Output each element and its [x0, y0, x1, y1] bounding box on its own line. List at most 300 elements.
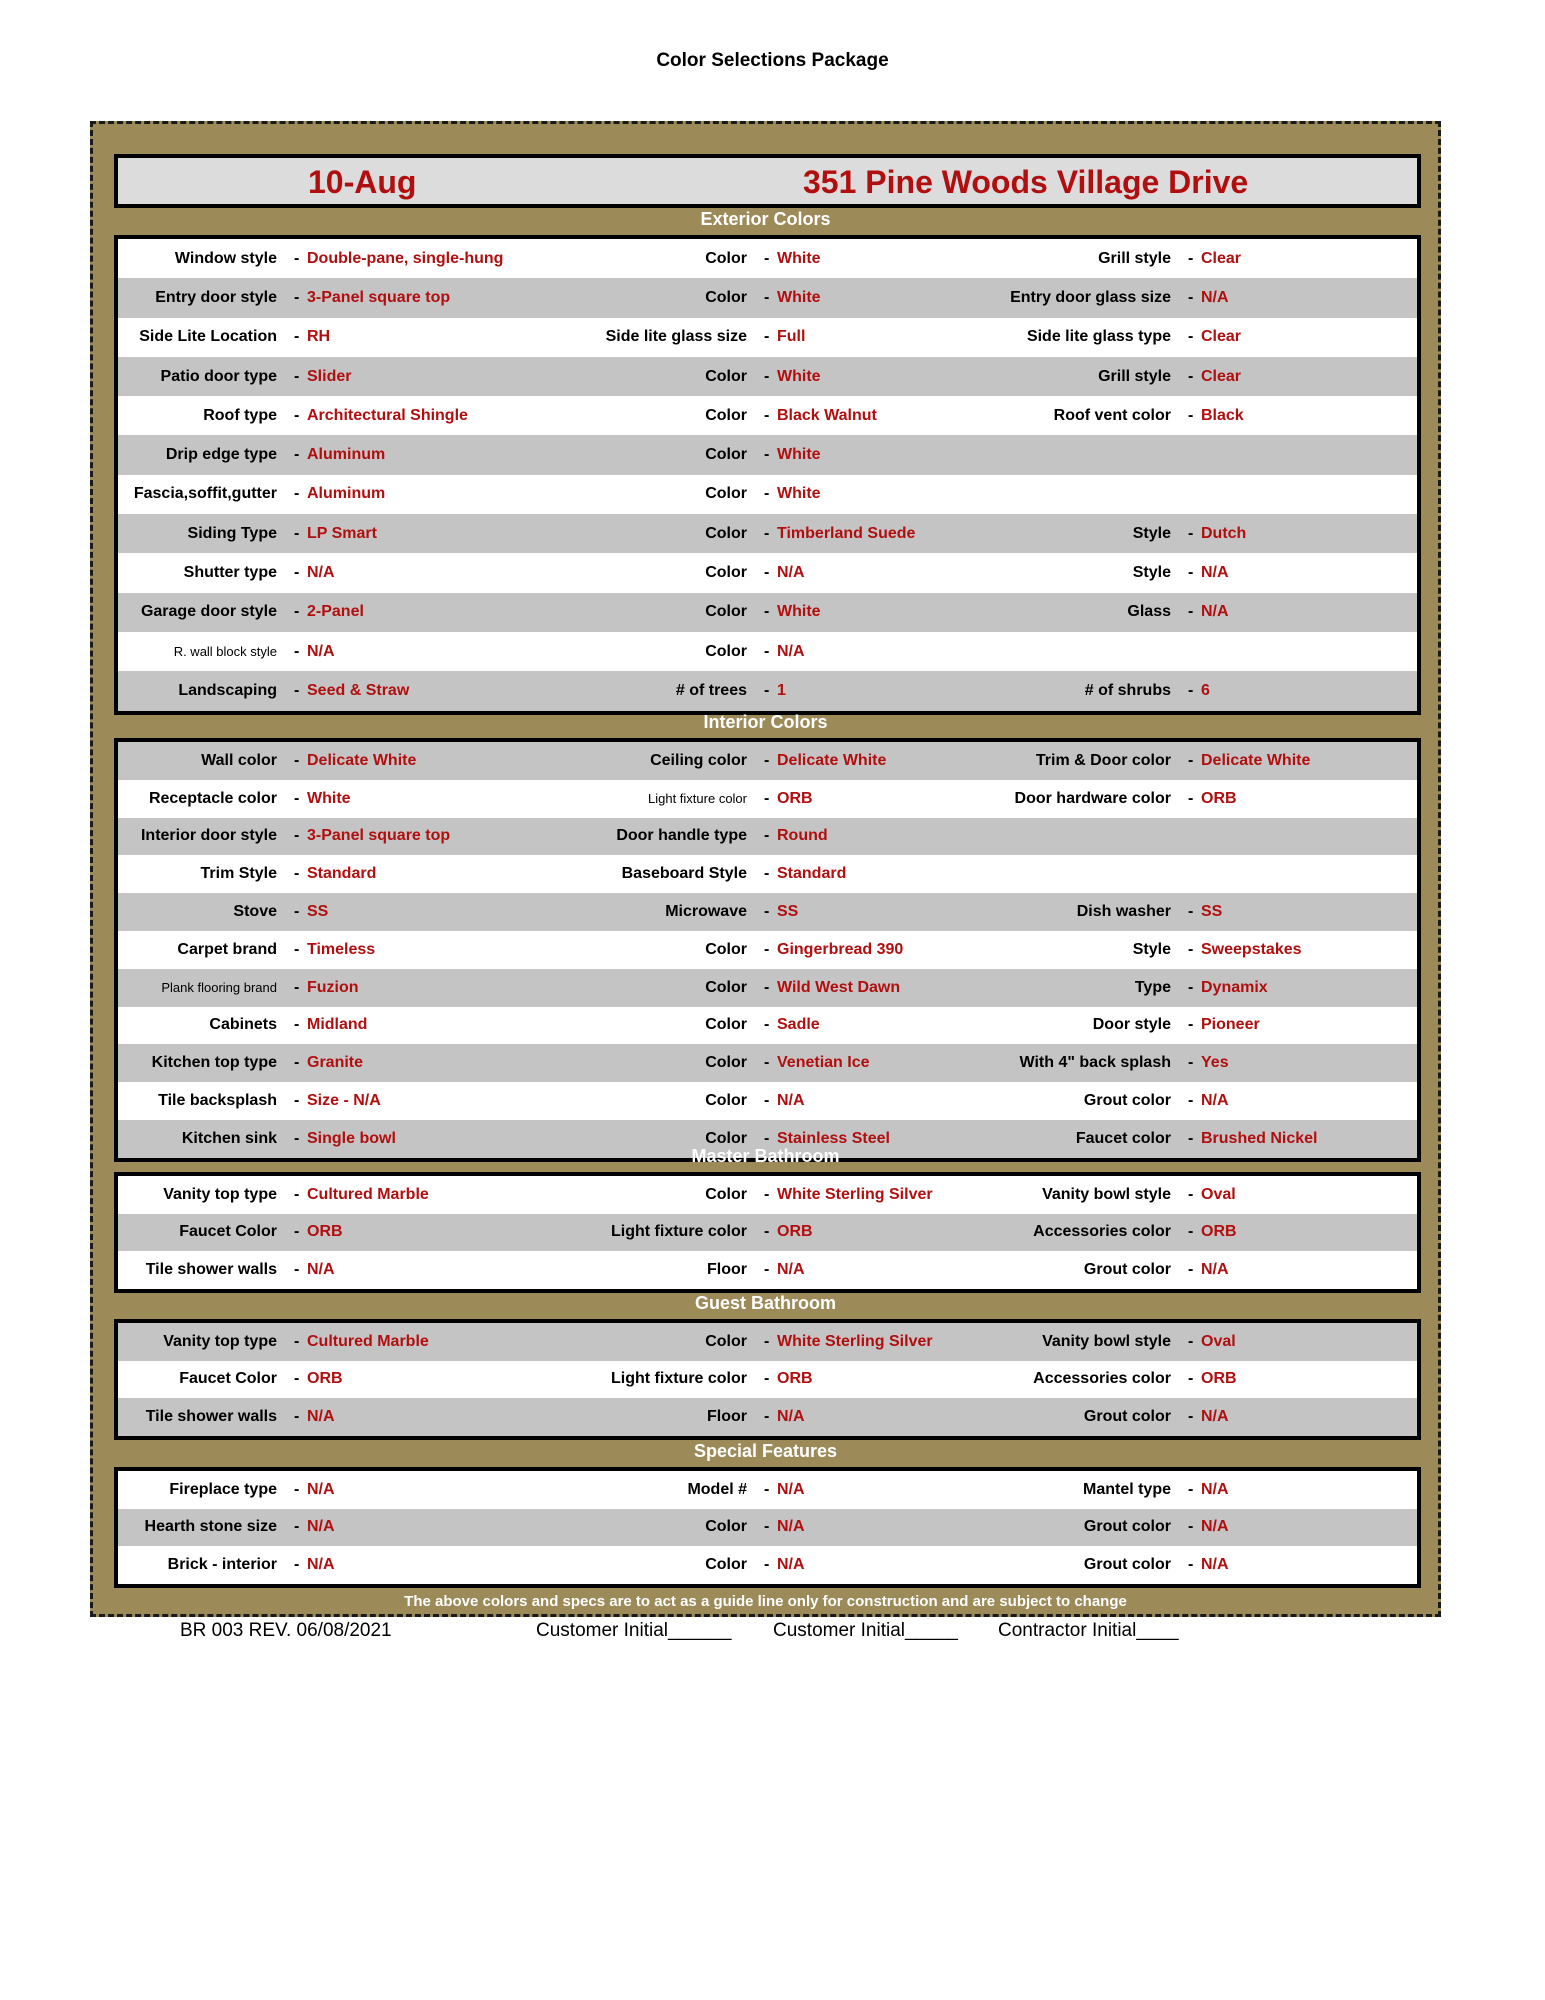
field-separator: -	[294, 903, 300, 921]
section-title: Master Bathroom	[691, 1146, 840, 1166]
field-separator: -	[294, 1332, 300, 1350]
field-label: Color	[705, 406, 747, 424]
field-value: Oval	[1201, 1332, 1236, 1350]
field-separator: -	[764, 564, 770, 582]
field-separator: -	[764, 681, 770, 699]
field-separator: -	[1188, 564, 1194, 582]
field-label: Faucet Color	[179, 1370, 277, 1388]
field-label: Grout color	[1083, 1407, 1171, 1425]
section-title: Special Features	[693, 1441, 838, 1461]
field-label: Color	[705, 603, 747, 621]
table-row	[118, 1323, 1417, 1361]
table-row	[118, 1214, 1417, 1252]
field-separator: -	[1188, 249, 1194, 267]
field-label: Carpet brand	[177, 940, 277, 958]
field-separator: -	[764, 789, 770, 807]
field-label: Color	[705, 249, 747, 267]
field-separator: -	[764, 249, 770, 267]
field-value: Dynamix	[1201, 978, 1268, 996]
field-label: Entry door style	[155, 288, 277, 306]
field-separator: -	[764, 1370, 770, 1388]
field-separator: -	[294, 406, 300, 424]
table-row	[118, 396, 1417, 435]
field-label: Color	[705, 642, 747, 660]
field-value: White	[777, 446, 821, 464]
field-separator: -	[294, 1370, 300, 1388]
field-separator: -	[1188, 1223, 1194, 1241]
field-separator: -	[1188, 1092, 1194, 1110]
field-label: # of shrubs	[1084, 681, 1171, 699]
field-label: Microwave	[665, 903, 747, 921]
field-separator: -	[294, 249, 300, 267]
field-label: Door style	[1092, 1016, 1171, 1034]
field-separator: -	[1188, 903, 1194, 921]
field-label: Color	[705, 1092, 747, 1110]
field-value: N/A	[307, 1555, 335, 1573]
field-separator: -	[764, 940, 770, 958]
field-label: Siding Type	[187, 524, 277, 542]
field-separator: -	[764, 1185, 770, 1203]
field-separator: -	[294, 1092, 300, 1110]
field-label: Wall color	[201, 751, 277, 769]
field-value: Aluminum	[307, 485, 386, 503]
field-value: Standard	[307, 865, 377, 883]
field-label: # of trees	[675, 681, 747, 699]
field-separator: -	[1188, 1555, 1194, 1573]
field-value: Slider	[307, 367, 352, 385]
field-label: Color	[705, 1185, 747, 1203]
field-separator: -	[764, 603, 770, 621]
table-row	[118, 475, 1417, 514]
field-separator: -	[294, 1223, 300, 1241]
field-separator: -	[294, 681, 300, 699]
header-address: 351 Pine Woods Village Drive	[803, 164, 1249, 200]
field-separator: -	[1188, 940, 1194, 958]
field-separator: -	[294, 524, 300, 542]
field-separator: -	[1188, 524, 1194, 542]
field-label: Entry door glass size	[1010, 288, 1171, 306]
field-value: Timeless	[307, 940, 376, 958]
field-separator: -	[1188, 1054, 1194, 1072]
field-value: Cultured Marble	[307, 1185, 429, 1203]
field-label: Side lite glass size	[605, 328, 747, 346]
field-value: N/A	[307, 1518, 335, 1536]
field-value: Size - N/A	[307, 1092, 381, 1110]
table-row	[118, 1471, 1417, 1509]
field-value: Double-pane, single-hung	[307, 249, 504, 267]
table-row	[118, 514, 1417, 553]
customer-initial-2: Customer Initial_____	[773, 1620, 958, 1641]
field-value: Oval	[1201, 1185, 1236, 1203]
field-separator: -	[294, 1480, 300, 1498]
field-value: Pioneer	[1201, 1016, 1260, 1034]
field-separator: -	[294, 1518, 300, 1536]
field-label: Brick - interior	[167, 1555, 277, 1573]
field-value: White Sterling Silver	[777, 1332, 933, 1350]
field-separator: -	[764, 827, 770, 845]
table-row	[118, 855, 1417, 893]
field-label: Patio door type	[160, 367, 277, 385]
field-value: ORB	[307, 1223, 343, 1241]
field-value: Stainless Steel	[777, 1129, 890, 1147]
document-title: Color Selections Package	[656, 50, 889, 71]
field-separator: -	[1188, 1016, 1194, 1034]
field-label: Kitchen sink	[181, 1129, 277, 1147]
field-label: Cabinets	[209, 1016, 277, 1034]
field-label: Style	[1132, 564, 1171, 582]
table-row	[118, 671, 1417, 710]
field-label: Baseboard Style	[621, 865, 747, 883]
field-label: Receptacle color	[148, 789, 277, 807]
header-box	[114, 154, 1421, 208]
field-label: Faucet color	[1075, 1129, 1171, 1147]
field-label: Drip edge type	[165, 446, 277, 464]
field-value: N/A	[777, 1407, 805, 1425]
field-value: N/A	[777, 1480, 805, 1498]
selections-frame	[90, 121, 1441, 1617]
field-value: N/A	[777, 1555, 805, 1573]
field-value: Black	[1201, 406, 1244, 424]
field-value: Single bowl	[307, 1129, 396, 1147]
field-separator: -	[294, 485, 300, 503]
field-label: Light fixture color	[611, 1370, 747, 1388]
field-value: RH	[307, 328, 331, 346]
field-label: Floor	[707, 1407, 747, 1425]
table-row	[118, 1361, 1417, 1399]
field-label: Shutter type	[183, 564, 277, 582]
field-separator: -	[294, 1016, 300, 1034]
field-value: 1	[777, 681, 786, 699]
field-label: Tile shower walls	[145, 1260, 277, 1278]
field-label: Grout color	[1083, 1518, 1171, 1536]
field-label: Color	[705, 1332, 747, 1350]
field-value: Venetian Ice	[777, 1054, 870, 1072]
field-separator: -	[764, 1016, 770, 1034]
table-row	[118, 593, 1417, 632]
field-separator: -	[764, 524, 770, 542]
field-label: Door hardware color	[1014, 789, 1171, 807]
field-separator: -	[1188, 406, 1194, 424]
table-row	[118, 818, 1417, 856]
field-label: Color	[705, 1016, 747, 1034]
field-value: N/A	[1201, 1555, 1229, 1573]
field-value: SS	[307, 903, 329, 921]
field-separator: -	[1188, 751, 1194, 769]
field-value: N/A	[307, 1480, 335, 1498]
field-separator: -	[764, 328, 770, 346]
field-separator: -	[294, 603, 300, 621]
field-label: Color	[705, 367, 747, 385]
field-value: Aluminum	[307, 446, 386, 464]
table-row	[118, 931, 1417, 969]
field-separator: -	[764, 1092, 770, 1110]
table-row	[118, 1251, 1417, 1289]
field-separator: -	[764, 288, 770, 306]
field-label: Vanity bowl style	[1042, 1332, 1171, 1350]
field-value: N/A	[307, 1407, 335, 1425]
table-row	[118, 742, 1417, 780]
field-value: Wild West Dawn	[777, 978, 901, 996]
field-value: SS	[777, 903, 799, 921]
field-value: N/A	[1201, 1260, 1229, 1278]
field-label: Color	[705, 1054, 747, 1072]
field-value: N/A	[1201, 1092, 1229, 1110]
field-value: N/A	[1201, 564, 1229, 582]
field-separator: -	[1188, 1480, 1194, 1498]
field-separator: -	[764, 1518, 770, 1536]
field-label: Roof vent color	[1053, 406, 1171, 424]
field-value: N/A	[1201, 1480, 1229, 1498]
field-label: Color	[705, 485, 747, 503]
field-value: Delicate White	[777, 751, 887, 769]
field-separator: -	[1188, 681, 1194, 699]
field-label: Tile backsplash	[158, 1092, 277, 1110]
field-value: ORB	[307, 1370, 343, 1388]
field-value: N/A	[777, 564, 805, 582]
field-label: Grill style	[1098, 367, 1171, 385]
table-row	[118, 1509, 1417, 1547]
field-separator: -	[764, 865, 770, 883]
field-label: Type	[1134, 978, 1171, 996]
field-label: Color	[705, 1518, 747, 1536]
field-label: Dish washer	[1076, 903, 1171, 921]
field-label: Light fixture color	[648, 791, 747, 807]
field-separator: -	[764, 1260, 770, 1278]
table-row	[118, 893, 1417, 931]
field-separator: -	[294, 367, 300, 385]
field-label: With 4" back splash	[1019, 1054, 1171, 1072]
table-row	[118, 1398, 1417, 1436]
field-separator: -	[764, 446, 770, 464]
field-label: Glass	[1127, 603, 1171, 621]
field-value: N/A	[307, 642, 335, 660]
field-separator: -	[294, 1555, 300, 1573]
field-label: Model #	[687, 1480, 747, 1498]
section-box	[114, 1467, 1421, 1588]
field-label: Fascia,soffit,gutter	[133, 485, 277, 503]
field-label: Door handle type	[616, 827, 747, 845]
table-row	[118, 239, 1417, 278]
field-label: Stove	[233, 903, 277, 921]
field-value: Midland	[307, 1016, 368, 1034]
field-value: Black Walnut	[777, 406, 877, 424]
field-separator: -	[294, 1054, 300, 1072]
field-value: Clear	[1201, 367, 1242, 385]
field-value: Cultured Marble	[307, 1332, 429, 1350]
field-separator: -	[1188, 1260, 1194, 1278]
field-value: 3-Panel square top	[307, 288, 451, 306]
field-value: ORB	[1201, 1370, 1237, 1388]
field-label: Color	[705, 1555, 747, 1573]
field-value: N/A	[307, 1260, 335, 1278]
field-value: Standard	[777, 865, 847, 883]
table-row	[118, 318, 1417, 357]
field-value: Round	[777, 827, 828, 845]
field-label: Faucet Color	[179, 1223, 277, 1241]
field-value: N/A	[1201, 1518, 1229, 1536]
revision-label: BR 003 REV. 06/08/2021	[180, 1620, 392, 1641]
field-label: Color	[705, 978, 747, 996]
field-value: White	[307, 789, 351, 807]
field-label: Garage door style	[140, 603, 277, 621]
field-separator: -	[1188, 789, 1194, 807]
field-separator: -	[294, 642, 300, 660]
table-row	[118, 969, 1417, 1007]
field-label: Trim Style	[200, 865, 277, 883]
footer-note: The above colors and specs are to act as a guide line only for construction and are subject to change	[404, 1593, 1127, 1610]
field-separator: -	[294, 865, 300, 883]
table-row	[118, 1546, 1417, 1584]
field-separator: -	[764, 1407, 770, 1425]
field-label: R. wall block style	[173, 644, 277, 660]
field-label: Color	[705, 446, 747, 464]
field-value: N/A	[777, 1092, 805, 1110]
field-separator: -	[1188, 288, 1194, 306]
field-value: Delicate White	[1201, 751, 1311, 769]
field-label: Tile shower walls	[145, 1407, 277, 1425]
field-separator: -	[764, 751, 770, 769]
field-value: White	[777, 485, 821, 503]
field-separator: -	[1188, 1407, 1194, 1425]
field-separator: -	[764, 1332, 770, 1350]
field-value: Timberland Suede	[777, 524, 916, 542]
field-separator: -	[764, 978, 770, 996]
field-separator: -	[764, 1054, 770, 1072]
field-label: Vanity top type	[163, 1332, 277, 1350]
field-separator: -	[764, 1129, 770, 1147]
field-value: Architectural Shingle	[307, 406, 468, 424]
table-row	[118, 435, 1417, 474]
field-label: Style	[1132, 940, 1171, 958]
field-label: Grout color	[1083, 1260, 1171, 1278]
field-label: Vanity top type	[163, 1185, 277, 1203]
field-label: Color	[705, 288, 747, 306]
field-separator: -	[1188, 603, 1194, 621]
field-value: Clear	[1201, 328, 1242, 346]
field-label: Grout color	[1083, 1092, 1171, 1110]
field-value: 6	[1201, 681, 1210, 699]
table-row	[118, 553, 1417, 592]
table-row	[118, 357, 1417, 396]
field-value: ORB	[1201, 789, 1237, 807]
field-value: White	[777, 603, 821, 621]
field-separator: -	[294, 288, 300, 306]
field-value: N/A	[777, 1260, 805, 1278]
field-label: Accessories color	[1033, 1370, 1171, 1388]
field-separator: -	[764, 903, 770, 921]
field-label: Kitchen top type	[151, 1054, 277, 1072]
section-box	[114, 1172, 1421, 1293]
field-separator: -	[1188, 1185, 1194, 1203]
field-separator: -	[764, 367, 770, 385]
field-value: 3-Panel square top	[307, 827, 451, 845]
field-label: Color	[705, 564, 747, 582]
field-value: White	[777, 249, 821, 267]
field-separator: -	[294, 1185, 300, 1203]
field-label: Landscaping	[178, 681, 277, 699]
section-title: Interior Colors	[703, 712, 828, 732]
field-label: Plank flooring brand	[161, 980, 277, 996]
field-separator: -	[294, 1407, 300, 1425]
field-label: Color	[705, 940, 747, 958]
field-label: Mantel type	[1082, 1480, 1171, 1498]
field-label: Side Lite Location	[139, 328, 277, 346]
field-label: Vanity bowl style	[1042, 1185, 1171, 1203]
customer-initial-1: Customer Initial______	[536, 1620, 732, 1641]
field-value: Seed & Straw	[307, 681, 410, 699]
table-row	[118, 1082, 1417, 1120]
field-separator: -	[1188, 1518, 1194, 1536]
field-label: Light fixture color	[611, 1223, 747, 1241]
field-value: White	[777, 367, 821, 385]
field-value: ORB	[777, 1370, 813, 1388]
section-box	[114, 1319, 1421, 1440]
field-label: Style	[1132, 524, 1171, 542]
field-value: Sadle	[777, 1016, 820, 1034]
field-value: Sweepstakes	[1201, 940, 1302, 958]
field-label: Floor	[707, 1260, 747, 1278]
field-value: Fuzion	[307, 978, 359, 996]
field-separator: -	[764, 406, 770, 424]
field-label: Ceiling color	[650, 751, 747, 769]
field-value: Gingerbread 390	[777, 940, 904, 958]
field-separator: -	[764, 1480, 770, 1498]
field-label: Hearth stone size	[144, 1518, 277, 1536]
field-label: Trim & Door color	[1035, 751, 1171, 769]
field-label: Roof type	[203, 406, 277, 424]
field-separator: -	[764, 1555, 770, 1573]
field-value: Granite	[307, 1054, 364, 1072]
table-row	[118, 1176, 1417, 1214]
field-value: ORB	[1201, 1223, 1237, 1241]
section-title: Exterior Colors	[700, 209, 831, 229]
field-separator: -	[294, 751, 300, 769]
field-value: Yes	[1201, 1054, 1229, 1072]
field-separator: -	[294, 827, 300, 845]
field-value: SS	[1201, 903, 1223, 921]
field-separator: -	[294, 978, 300, 996]
field-label: Interior door style	[140, 827, 277, 845]
field-separator: -	[294, 940, 300, 958]
section-box	[114, 738, 1421, 1162]
field-separator: -	[1188, 328, 1194, 346]
field-value: 2-Panel	[307, 603, 364, 621]
field-value: Clear	[1201, 249, 1242, 267]
field-value: Dutch	[1201, 524, 1247, 542]
table-row	[118, 278, 1417, 317]
field-separator: -	[1188, 367, 1194, 385]
table-row	[118, 1007, 1417, 1045]
field-separator: -	[764, 1223, 770, 1241]
field-value: N/A	[1201, 1407, 1229, 1425]
field-value: N/A	[777, 1518, 805, 1536]
field-value: Brushed Nickel	[1201, 1129, 1318, 1147]
field-separator: -	[1188, 978, 1194, 996]
field-label: Fireplace type	[169, 1480, 277, 1498]
table-row	[118, 1044, 1417, 1082]
section-title: Guest Bathroom	[694, 1293, 836, 1313]
field-separator: -	[294, 1260, 300, 1278]
field-value: LP Smart	[307, 524, 377, 542]
field-label: Side lite glass type	[1026, 328, 1171, 346]
table-row	[118, 632, 1417, 671]
field-label: Grout color	[1083, 1555, 1171, 1573]
field-separator: -	[294, 446, 300, 464]
field-label: Window style	[174, 249, 277, 267]
header-date: 10-Aug	[308, 164, 417, 200]
table-row	[118, 780, 1417, 818]
field-value: ORB	[777, 1223, 813, 1241]
